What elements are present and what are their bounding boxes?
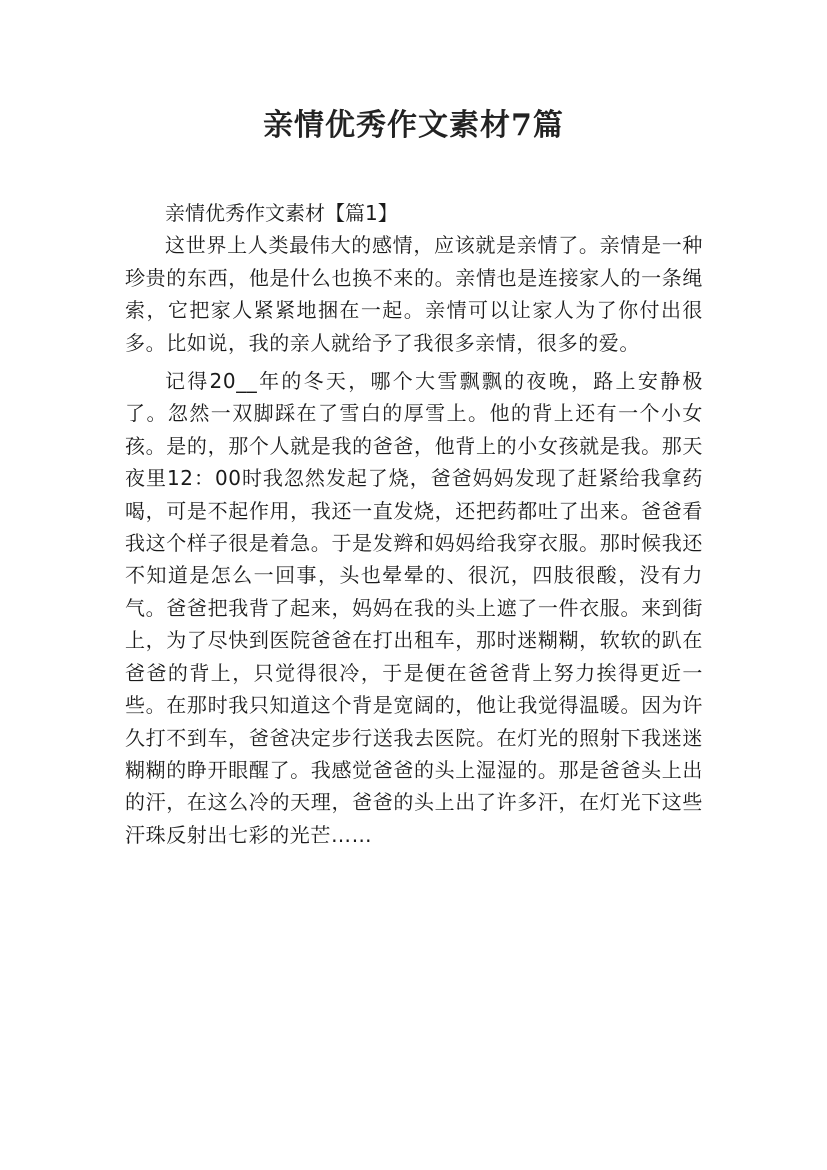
document-body <box>125 197 703 851</box>
document-title: 亲情优秀作文素材7篇 <box>263 108 564 143</box>
section-heading: 亲情优秀作文素材【篇1】 <box>165 201 398 225</box>
paragraph-2: 记得20__年的冬天，哪个大雪飘飘的夜晚，路上安静极了。忽然一双脚踩在了雪白的厚雪上。他的背上还有一个小女孩。是的，那个人就是我的爸爸，他背上的小女孩就是我。那天夜里12：00时我忽然发起了烧，爸爸妈妈发现了赶紧给我拿药喝，可是不起作用，我还一直发烧，还把药都吐了出来。爸爸看我这个样子很是着急。于是发辫和妈妈给我穿衣服。那时候我还不知道是怎么一回事，头也晕晕的、很沉，四肢很酸，没有力气。爸爸把我背了起来，妈妈在我的头上遮了一件衣服。来到街上，为了尽快到医院爸爸在打出租车，那时迷糊糊，软软的趴在爸爸的背上，只觉得很冷，于是便在爸爸背上努力挨得更近一些。在那时我只知道这个背是宽阔的，他让我觉得温暖。因为许久打不到车，爸爸决定步行送我去医院。在灯光的照射下我迷迷糊糊的睁开眼醒了。我感觉爸爸的头上湿湿的。那是爸爸头上出的汗，在这么冷的天理，爸爸的头上出了许多汗，在灯光下这些汗珠反射出七彩的光芒…… <box>125 369 703 847</box>
paragraph-1: 这世界上人类最伟大的感情，应该就是亲情了。亲情是一种珍贵的东西，他是什么也换不来的。亲情也是连接家人的一条绳索，它把家人紧紧地捆在一起。亲情可以让家人为了你付出很多。比如说，我的亲人就给予了我很多亲情，很多的爱。 <box>125 233 703 355</box>
